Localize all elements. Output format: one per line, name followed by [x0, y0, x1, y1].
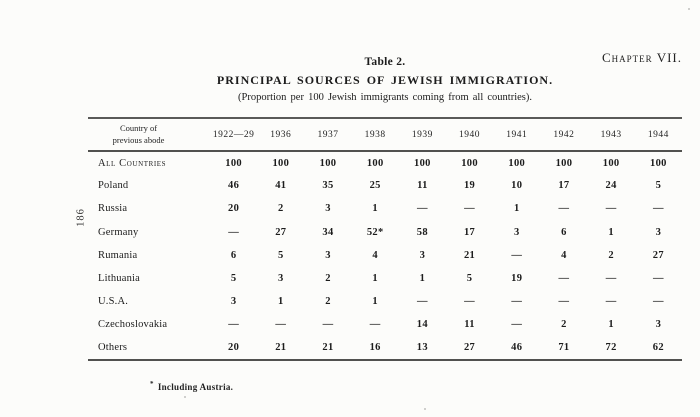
value-cell: 16	[369, 342, 381, 354]
value-cell: 52*	[366, 226, 384, 238]
value-cell: 3	[325, 203, 331, 215]
value-cell: 5	[466, 273, 473, 285]
value-cell: 100	[461, 157, 478, 169]
value-cell: 19	[511, 273, 523, 285]
table-row	[88, 313, 682, 336]
country-column-header-line2: previous abode	[112, 134, 165, 145]
value-cell: 1	[608, 226, 614, 238]
footnote-text: Including Austria.	[157, 382, 234, 392]
year-column-header: 1940	[446, 118, 493, 151]
year-column-header: 1939	[399, 118, 446, 151]
value-cell: 19	[463, 180, 476, 192]
value-cell: —	[605, 273, 617, 285]
value-cell: 34	[322, 226, 334, 238]
value-cell: —	[464, 296, 475, 308]
value-cell: 5	[278, 249, 284, 261]
value-cell: 27	[275, 226, 287, 238]
country-cell: Russia	[98, 203, 128, 215]
year-column-header: 1922—29	[210, 118, 257, 151]
value-cell: —	[511, 296, 523, 308]
value-cell: —	[511, 319, 523, 331]
country-cell: Poland	[98, 180, 129, 192]
footnote	[150, 380, 233, 392]
value-cell: —	[511, 249, 523, 261]
value-cell: 72	[605, 342, 617, 354]
country-cell: Others	[98, 342, 128, 354]
table-row	[88, 290, 682, 313]
year-column-header: 1938	[352, 118, 399, 151]
value-cell: 41	[275, 180, 287, 192]
value-cell: —	[652, 296, 664, 308]
table-row	[88, 151, 682, 174]
footnote-marker: *	[150, 380, 154, 388]
table-label: Table 2.	[364, 56, 406, 68]
value-cell: —	[369, 319, 381, 331]
value-cell: 100	[650, 157, 667, 169]
year-column-header: 1937	[304, 118, 351, 151]
value-cell: 100	[272, 157, 290, 169]
value-cell: 2	[278, 203, 284, 215]
country-cell: Czechoslovakia	[98, 319, 168, 331]
value-cell: —	[416, 296, 428, 308]
value-cell: 71	[558, 342, 570, 354]
year-column-header: 1944	[635, 118, 682, 151]
value-cell: 11	[417, 180, 428, 192]
value-cell: —	[652, 273, 664, 285]
value-cell: 20	[228, 342, 240, 354]
scan-speck	[424, 408, 426, 410]
value-cell: —	[416, 203, 428, 215]
table-row	[88, 221, 682, 244]
value-cell: 2	[608, 249, 614, 261]
value-cell: —	[228, 226, 240, 238]
value-cell: 2	[561, 319, 567, 331]
country-cell: U.S.A.	[98, 296, 129, 308]
value-cell: 100	[508, 157, 526, 169]
value-cell: 14	[416, 319, 428, 331]
value-cell: 3	[278, 273, 284, 285]
table-body	[88, 151, 682, 360]
scan-speck	[184, 396, 186, 398]
value-cell: 1	[608, 319, 614, 331]
value-cell: 27	[463, 342, 476, 354]
value-cell: 3	[655, 226, 662, 238]
value-cell: 100	[414, 157, 431, 169]
value-cell: 3	[513, 226, 520, 238]
value-cell: —	[605, 203, 617, 215]
table-row	[88, 244, 682, 267]
value-cell: 5	[655, 180, 662, 192]
header-row	[88, 118, 682, 151]
value-cell: 2	[325, 273, 331, 285]
country-cell: Lithuania	[98, 273, 141, 285]
value-cell: 3	[325, 249, 331, 261]
value-cell: 11	[464, 319, 475, 331]
value-cell: —	[652, 203, 664, 215]
value-cell: 21	[275, 342, 287, 354]
value-cell: —	[464, 203, 475, 215]
value-cell: 1	[372, 273, 378, 285]
table-subtitle: (Proportion per 100 Jewish immigrants coming from all countries).	[238, 92, 532, 103]
country-column-header-line1: Country of	[119, 123, 158, 134]
table-row	[88, 174, 682, 197]
value-cell: 24	[605, 180, 617, 192]
value-cell: 100	[366, 157, 384, 169]
country-cell: All Countries	[98, 157, 167, 169]
value-cell: 2	[325, 296, 331, 308]
value-cell: 100	[555, 157, 573, 169]
value-cell: 17	[463, 226, 476, 238]
country-cell: Rumania	[98, 249, 138, 261]
value-cell: 100	[602, 157, 620, 169]
value-cell: 17	[558, 180, 570, 192]
value-cell: 1	[419, 273, 426, 285]
year-column-header: 1936	[257, 118, 304, 151]
value-cell: —	[558, 203, 570, 215]
value-cell: 4	[372, 249, 378, 261]
value-cell: 46	[228, 180, 240, 192]
value-cell: —	[228, 319, 240, 331]
value-cell: 1	[372, 203, 378, 215]
value-cell: 46	[511, 342, 523, 354]
data-table	[88, 117, 682, 361]
value-cell: 5	[230, 273, 237, 285]
page-number: 186	[75, 208, 87, 227]
value-cell: 1	[372, 296, 378, 308]
table-row	[88, 197, 682, 220]
value-cell: 25	[369, 180, 381, 192]
table-title: PRINCIPAL SOURCES OF JEWISH IMMIGRATION.	[216, 73, 554, 87]
chapter-heading: Chapter VII.	[602, 50, 682, 65]
year-column-header: 1942	[540, 118, 587, 151]
value-cell: 10	[511, 180, 523, 192]
value-cell: 27	[652, 249, 664, 261]
value-cell: —	[605, 296, 617, 308]
value-cell: 4	[561, 249, 567, 261]
value-cell: —	[558, 296, 570, 308]
value-cell: 1	[278, 296, 284, 308]
table-row	[88, 337, 682, 360]
value-cell: 58	[416, 226, 428, 238]
value-cell: 6	[230, 249, 237, 261]
value-cell: 3	[230, 296, 237, 308]
value-cell: —	[322, 319, 334, 331]
table-heading-block	[88, 56, 682, 103]
value-cell: 3	[419, 249, 426, 261]
table-row	[88, 267, 682, 290]
value-cell: 1	[513, 203, 520, 215]
country-column-header	[88, 118, 210, 151]
scan-speck	[688, 8, 690, 10]
year-column-header: 1943	[588, 118, 635, 151]
value-cell: —	[275, 319, 287, 331]
country-cell: Germany	[98, 226, 139, 238]
value-cell: 3	[655, 319, 662, 331]
value-cell: 100	[225, 157, 242, 169]
value-cell: —	[558, 273, 570, 285]
value-cell: 62	[652, 342, 664, 354]
value-cell: 21	[322, 342, 334, 354]
value-cell: 21	[463, 249, 476, 261]
year-column-header: 1941	[493, 118, 540, 151]
value-cell: 13	[416, 342, 428, 354]
value-cell: 100	[319, 157, 337, 169]
value-cell: 35	[322, 180, 334, 192]
value-cell: 6	[561, 226, 567, 238]
value-cell: 20	[228, 203, 240, 215]
